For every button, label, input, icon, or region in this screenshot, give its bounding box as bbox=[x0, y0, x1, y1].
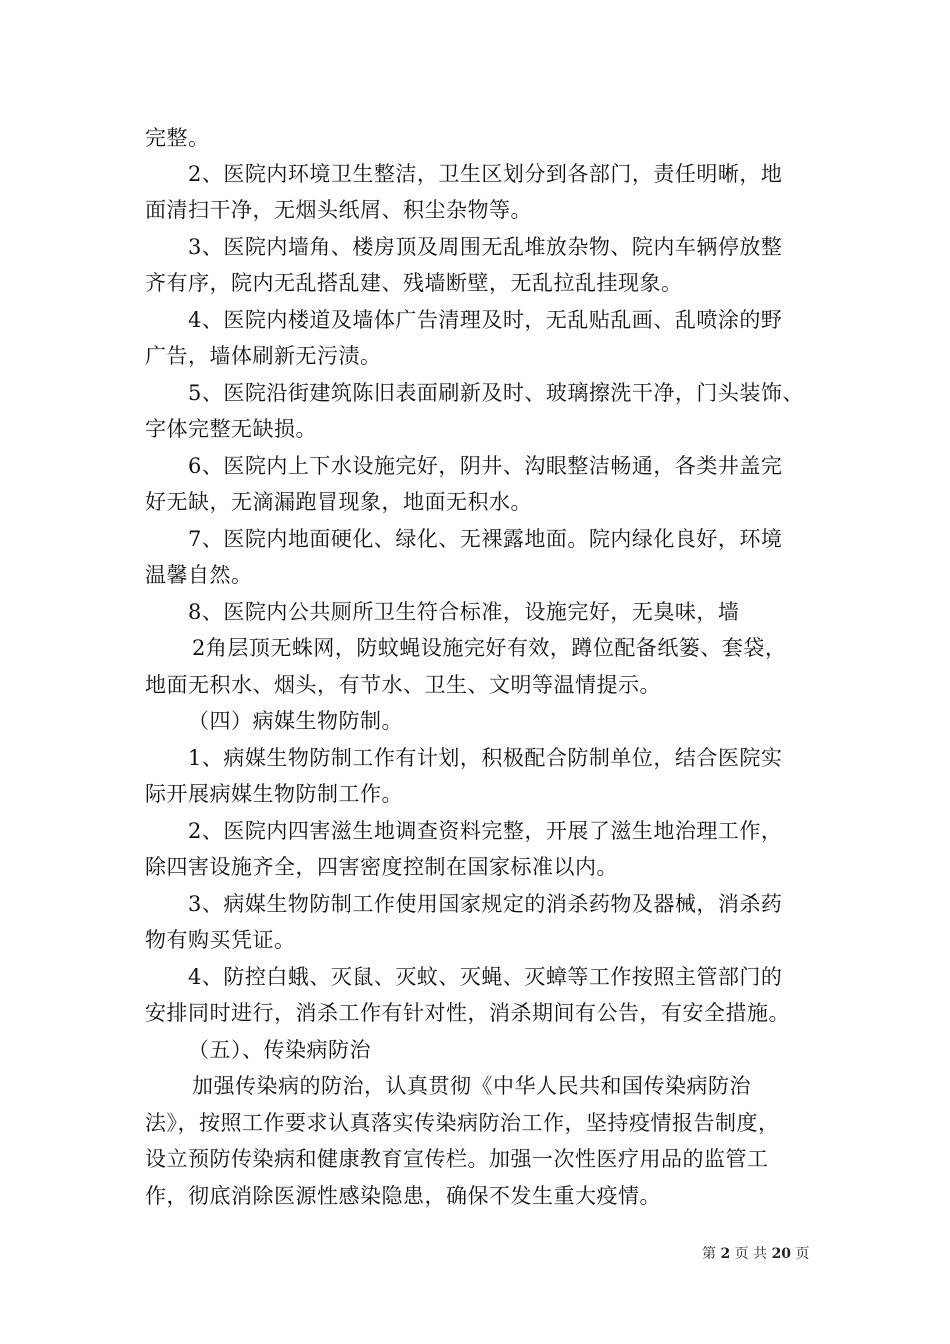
text-line: 际开展病媒生物防制工作。 bbox=[145, 782, 403, 806]
text-line: 6、医院内上下水设施完好，阴井、沟眼整洁畅通，各类井盖完 bbox=[188, 454, 783, 478]
page-footer bbox=[702, 1244, 810, 1264]
footer-prefix: 第 bbox=[702, 1246, 716, 1262]
text-line: 温馨自然。 bbox=[145, 563, 253, 587]
text-line: 字体完整无缺损。 bbox=[145, 417, 317, 441]
text-line: 面清扫干净，无烟头纸屑、积尘杂物等。 bbox=[145, 198, 532, 222]
text-line: 加强传染病的防治，认真贯彻《中华人民共和国传染病防治 bbox=[192, 1074, 751, 1098]
text-line: 地面无积水、烟头，有节水、卫生、文明等温情提示。 bbox=[145, 673, 661, 697]
text-line: 作，彻底消除医源性感染隐患，确保不发生重大疫情。 bbox=[145, 1184, 661, 1208]
text-line: 法》，按照工作要求认真落实传染病防治工作，坚持疫情报告制度， bbox=[145, 1111, 780, 1135]
text-line: 8、医院内公共厕所卫生符合标准，设施完好，无臭味，墙 bbox=[188, 600, 740, 624]
text-line: 设立预防传染病和健康教育宣传栏。加强一次性医疗用品的监管工 bbox=[145, 1147, 769, 1171]
text-line: 物有购买凭证。 bbox=[145, 928, 296, 952]
text-line: 2、医院内四害滋生地调查资料完整，开展了滋生地治理工作， bbox=[188, 819, 783, 843]
footer-total-pages: 20 bbox=[771, 1246, 792, 1262]
text-line: 1、病媒生物防制工作有计划，积极配合防制单位，结合医院实 bbox=[188, 746, 783, 770]
text-line: 好无缺，无滴漏跑冒现象，地面无积水。 bbox=[145, 490, 532, 514]
text-line: 3、病媒生物防制工作使用国家规定的消杀药物及器械，消杀药 bbox=[188, 892, 783, 916]
footer-middle: 页 共 bbox=[734, 1246, 768, 1262]
text-line: 7、医院内地面硬化、绿化、无裸露地面。院内绿化良好，环境 bbox=[188, 527, 783, 551]
text-line: 完整。 bbox=[145, 126, 210, 150]
text-line: 2、医院内环境卫生整洁，卫生区划分到各部门，责任明晰，地 bbox=[188, 162, 783, 186]
text-line: 5、医院沿街建筑陈旧表面刷新及时、玻璃擦洗干净，门头装饰、 bbox=[188, 381, 804, 405]
text-line: 4、医院内楼道及墙体广告清理及时，无乱贴乱画、乱喷涂的野 bbox=[188, 308, 783, 332]
text-line: 安排同时进行，消杀工作有针对性，消杀期间有公告，有安全措施。 bbox=[145, 1001, 790, 1025]
text-line: 3、医院内墙角、楼房顶及周围无乱堆放杂物、院内车辆停放整 bbox=[188, 235, 783, 259]
footer-page-number: 2 bbox=[720, 1246, 731, 1262]
text-line: 2角层顶无蛛网，防蚊蝇设施完好有效，蹲位配备纸篓、套袋， bbox=[192, 636, 787, 660]
text-line: 广告，墙体刷新无污渍。 bbox=[145, 344, 382, 368]
footer-suffix: 页 bbox=[795, 1246, 810, 1262]
text-line: 除四害设施齐全，四害密度控制在国家标准以内。 bbox=[145, 855, 618, 879]
section-heading: （四）病媒生物防制。 bbox=[188, 709, 403, 733]
section-heading: （五）、传染病防治 bbox=[188, 1038, 371, 1062]
text-line: 4、防控白蛾、灭鼠、灭蚊、灭蝇、灭蟑等工作按照主管部门的 bbox=[188, 965, 783, 989]
text-line: 齐有序，院内无乱搭乱建、残墙断壁，无乱拉乱挂现象。 bbox=[145, 271, 683, 295]
